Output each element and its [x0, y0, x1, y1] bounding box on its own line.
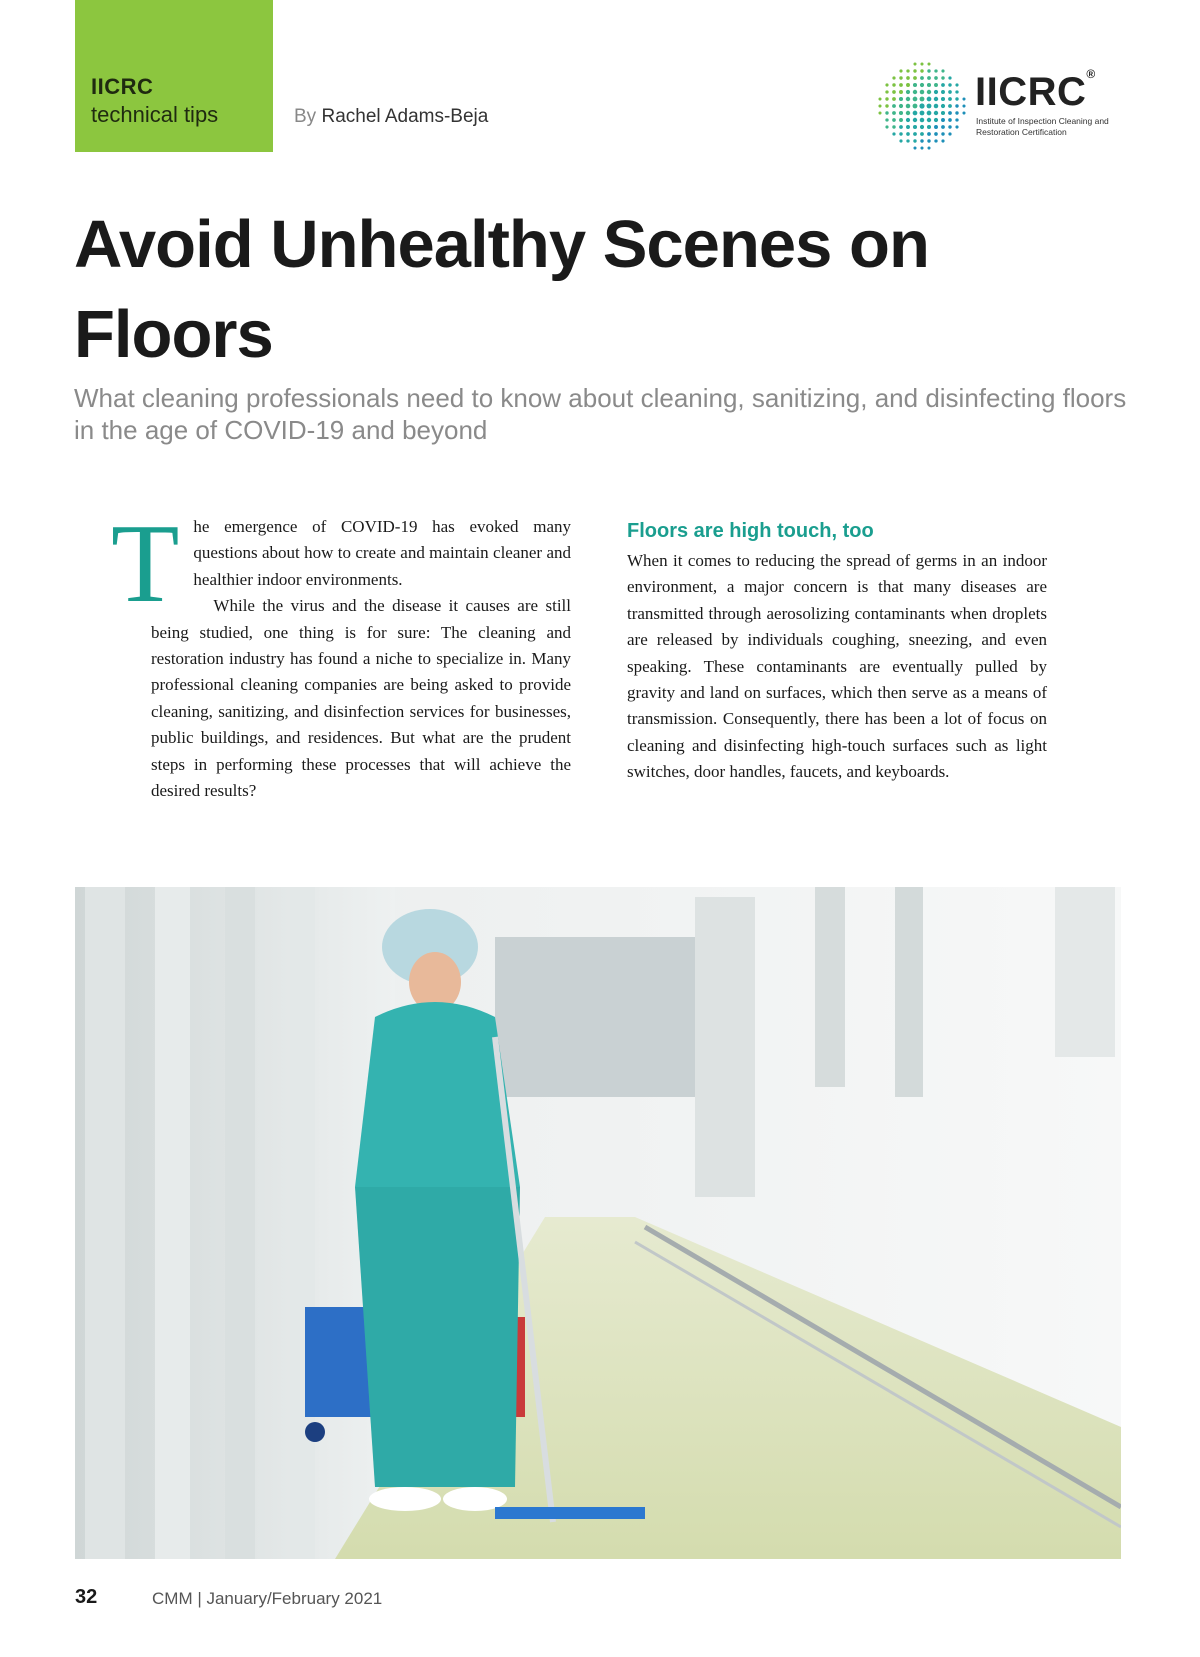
intro-paragraph	[111, 502, 571, 626]
globe-icon	[876, 60, 968, 152]
logo-subtitle: Institute of Inspection Cleaning and Restoration Certification	[976, 116, 1109, 137]
article-deck: What cleaning professionals need to know about cleaning, sanitizing, and disinfecting floors in the age of COVID-19 and beyond	[74, 383, 1127, 445]
article-column-right	[627, 548, 1047, 786]
drop-cap: T	[111, 502, 180, 626]
article-headline: Avoid Unhealthy Scenes on Floors	[74, 207, 929, 372]
section-tag-subtitle: technical tips	[91, 102, 219, 127]
byline	[294, 106, 488, 128]
body-paragraph-right: When it comes to reducing the spread of germs in an indoor environment, a major concern is that many diseases are transmitted through aerosolizing contaminants when droplets are released by individuals coughing, sneezing, and even speaking. These contaminants are eventually pulled by gravity and land on surfaces, which then serve as a means of transmission. Consequently, there has been a lot of focus on cleaning and disinfecting high-touch surfaces such as light switches, door handles, faucets, and keyboards.	[627, 551, 1047, 782]
page-number: 32	[75, 1586, 98, 1608]
iicrc-logo	[876, 58, 1126, 158]
cleaner-mopping-hallway-photo	[75, 887, 1121, 1559]
section-subhead: Floors are high touch, too	[627, 520, 874, 542]
logo-wordmark: IICRC®	[975, 67, 1096, 114]
byline-prefix: By	[294, 106, 317, 127]
publication-info: CMM | January/February 2021	[152, 1589, 383, 1608]
body-paragraph: While the virus and the disease it causes are still being studied, one thing is for sure: The cleaning and restoration industry has found a niche to specialize in. Many professional cleaning companies are being asked to provide cleaning, sanitizing, and disinfection services for businesses, public buildings, and residences. But what are the prudent steps in performing these processes that will achieve the desired results?	[151, 596, 571, 801]
section-tag-title: IICRC	[91, 74, 154, 99]
byline-author: Rachel Adams-Beja	[321, 106, 489, 127]
intro-text: he emergence of COVID-19 has evoked many questions about how to create and maintain cleaner and healthier indoor environments.	[193, 517, 571, 589]
article-column-left	[111, 502, 571, 804]
registered-mark: ®	[1086, 67, 1096, 81]
